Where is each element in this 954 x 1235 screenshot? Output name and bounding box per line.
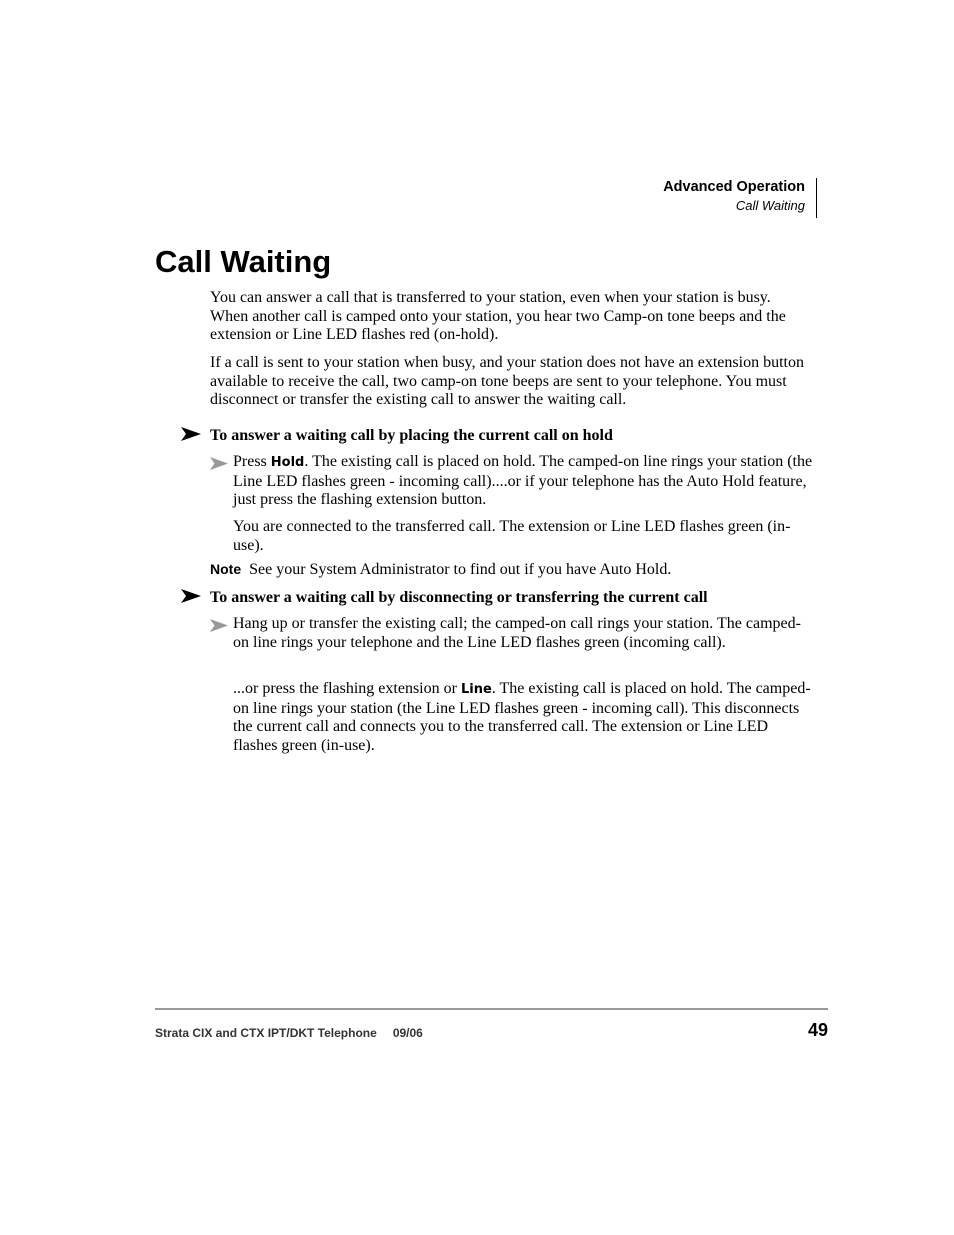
alt-prefix: ...or press the flashing extension or	[233, 680, 461, 697]
step-press-prefix: Press	[233, 453, 271, 470]
step-press-suffix: . The existing call is placed on hold. The camped-on line rings your station (the Line LED flashes green - incoming call)....or if your telephone has the Auto Hold feature, just press the flashing extension button.	[233, 453, 813, 509]
footer-book-title: Strata CIX and CTX IPT/DKT Telephone	[155, 1026, 377, 1040]
procedure-arrow-icon	[181, 589, 201, 603]
step-arrow-icon	[210, 457, 228, 470]
header-subsection-title: Call Waiting	[735, 198, 805, 213]
step-followup: You are connected to the transferred call. The extension or Line LED flashes green (in-use).	[233, 518, 791, 554]
procedure-heading-text: To answer a waiting call by disconnecting or transferring the current call	[210, 589, 708, 606]
intro-paragraph-1: You can answer a call that is transferred to your station, even when your station is busy. When another call is camped onto your station, you hear two Camp-on tone beeps and the extension or Line LED flashes red (on-hold).	[210, 289, 786, 344]
alt-suffix: . The existing call is placed on hold. The camped-on line rings your station (the Line LED flashes green - incoming call). This disconnects the current call and connects you to the transferred call. The extension or Line LED flashes green (in-use).	[233, 680, 811, 755]
footer-book-info	[155, 1026, 423, 1040]
note-label: Note	[210, 561, 242, 577]
step-arrow-icon	[210, 619, 228, 632]
running-header	[663, 178, 817, 218]
line-key-label: Line	[460, 682, 492, 697]
hold-key-label: Hold	[270, 455, 305, 470]
header-section-title: Advanced Operation	[663, 179, 805, 195]
step-alternative	[233, 680, 813, 756]
page-number: 49	[807, 1020, 828, 1040]
footer-date: 09/06	[392, 1026, 423, 1040]
note-text: See your System Administrator to find out if you have Auto Hold.	[249, 561, 672, 578]
procedure-heading-text: To answer a waiting call by placing the current call on hold	[210, 427, 613, 444]
step-hang-up: Hang up or transfer the existing call; the camped-on call rings your station. The camped-on line rings your telephone and the Line LED flashes green (incoming call).	[233, 615, 801, 651]
note	[210, 560, 830, 580]
procedure-arrow-icon	[181, 427, 201, 441]
step-press-hold	[233, 453, 813, 510]
page-title: Call Waiting	[155, 244, 332, 279]
intro-paragraph-2: If a call is sent to your station when busy, and your station does not have an extension button available to receive the call, two camp-on tone beeps are sent to your telephone. You must disconnect or transfer the existing call to answer the waiting call.	[210, 354, 804, 409]
footer-divider	[155, 1008, 828, 1010]
